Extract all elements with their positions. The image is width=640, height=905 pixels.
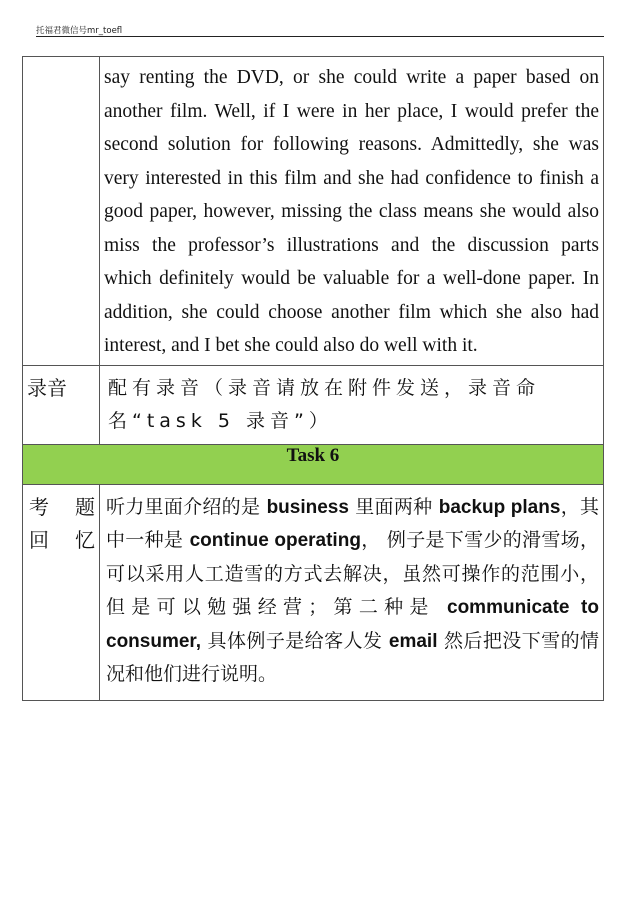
recall-term: communicate to consumer, bbox=[106, 597, 599, 652]
recall-seg: 然后把没下雪的情况和他们进行说明。 bbox=[106, 629, 600, 685]
content-table bbox=[22, 56, 604, 701]
header-account: mr_toefl bbox=[87, 26, 123, 36]
recall-row bbox=[23, 484, 604, 700]
recall-term: continue operating bbox=[189, 530, 361, 551]
answer-row bbox=[23, 57, 604, 366]
recording-row bbox=[23, 365, 604, 444]
recall-text bbox=[100, 485, 603, 700]
answer-cell bbox=[100, 57, 604, 366]
header-title: 托福君微信号 bbox=[36, 26, 88, 36]
recall-seg: 听力里面介绍的是 bbox=[106, 495, 261, 518]
page-header bbox=[36, 20, 604, 37]
task-header-row bbox=[23, 444, 604, 484]
recall-term: email bbox=[388, 630, 438, 652]
recall-seg: ， 例子是下雪少的滑雪场，可以采用人工造雪的方式去解决，虽然可操作的范围小，但是可以勉强经营；第二种是 bbox=[106, 529, 599, 618]
recording-label-cell bbox=[23, 365, 100, 444]
recording-cell bbox=[100, 365, 604, 444]
recall-term: backup plans bbox=[438, 496, 561, 518]
recall-term: business bbox=[266, 496, 349, 518]
recall-seg: ，其中一种是 bbox=[106, 495, 599, 551]
task-header: Task 6 bbox=[23, 444, 604, 484]
answer-label-cell bbox=[23, 57, 100, 366]
recall-seg: 里面两种 bbox=[355, 495, 433, 518]
recall-label-cell bbox=[23, 484, 100, 700]
recall-seg: 具体例子是给客人发 bbox=[207, 629, 383, 652]
recall-cell bbox=[100, 484, 604, 700]
recording-instruction: 配有录音（录音请放在附件发送，录音命名“task 5 录音”） bbox=[108, 376, 541, 432]
answer-paragraph: say renting the DVD, or she could write a paper based on another film. Well, if I were in her place, I would prefer the second solution for following reasons. Admittedly, she was very interested in this film and she had confidence to finish a good paper, however, missing the class means she would also miss the professor’s illustrations and the discussion parts which definitely would be valuable for a well-done paper. In addition, she could choose another film which she also had interest, and I bet she could also do well with it. bbox=[104, 67, 599, 356]
recall-label: 考 题 回忆 bbox=[29, 494, 95, 552]
recording-label: 录音 bbox=[27, 375, 67, 400]
